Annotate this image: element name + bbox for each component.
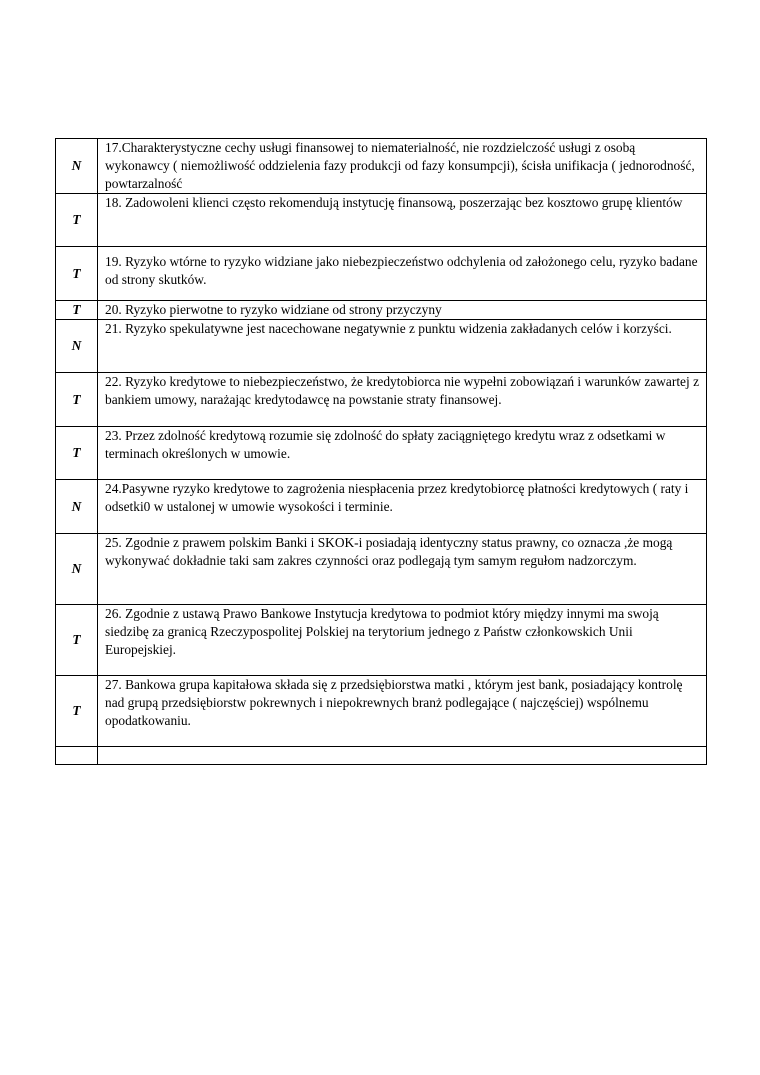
- answer-cell: T: [56, 301, 98, 320]
- statement-text: 17.Charakterystyczne cechy usługi finansowej to niematerialność, nie rozdzielczość usługi z osobą wykonawcy ( niemożliwość oddzielenia fazy produkcji od fazy konsumpcji), ścisła unifikacja ( jednorodność, powtarzalność: [105, 140, 695, 191]
- true-false-table: [55, 138, 707, 765]
- answer-cell: N: [56, 139, 98, 194]
- table-row: [56, 247, 707, 301]
- statement-text: 23. Przez zdolność kredytową rozumie się zdolność do spłaty zaciągniętego kredytu wraz z odsetkami w terminach określonych w umowie.: [105, 428, 666, 461]
- answer-cell: T: [56, 605, 98, 676]
- table-row: [56, 301, 707, 320]
- answer-cell: N: [56, 534, 98, 605]
- table-row: [56, 676, 707, 747]
- table-row: [56, 139, 707, 194]
- table-row: [56, 605, 707, 676]
- statement-text: 27. Bankowa grupa kapitałowa składa się z przedsiębiorstwa matki , którym jest bank, posiadający kontrolę nad grupą przedsiębiorstw pokrewnych i niepokrewnych branż podlegające ( najczęściej) wspólnemu opodatkowaniu.: [105, 677, 683, 728]
- statement-cell: [98, 605, 707, 676]
- answer-cell: T: [56, 247, 98, 301]
- statement-cell: [98, 480, 707, 534]
- statement-text: 20. Ryzyko pierwotne to ryzyko widziane od strony przyczyny: [105, 302, 442, 317]
- answer-cell: T: [56, 427, 98, 480]
- statement-cell: [98, 320, 707, 373]
- table-row: [56, 747, 707, 765]
- statement-text: 19. Ryzyko wtórne to ryzyko widziane jako niebezpieczeństwo odchylenia od założonego celu, ryzyko badane od strony skutków.: [105, 254, 698, 287]
- answer-cell: N: [56, 320, 98, 373]
- statement-cell: [98, 301, 707, 320]
- table-row: [56, 194, 707, 247]
- statement-text: 26. Zgodnie z ustawą Prawo Bankowe Instytucja kredytowa to podmiot który między innymi ma swoją siedzibę za granicą Rzeczypospolitej Polskiej na terytorium jednego z Państw członkowskich Unii Europejskiej.: [105, 606, 659, 657]
- statement-cell: [98, 427, 707, 480]
- table-row: [56, 373, 707, 427]
- statement-text: 21. Ryzyko spekulatywne jest nacechowane negatywnie z punktu widzenia zakładanych celów i korzyści.: [105, 321, 672, 336]
- statement-cell: [98, 676, 707, 747]
- statement-cell: [98, 747, 707, 765]
- statement-cell: [98, 247, 707, 301]
- answer-cell: N: [56, 480, 98, 534]
- statement-text: 24.Pasywne ryzyko kredytowe to zagrożenia niespłacenia przez kredytobiorcę płatności kredytowych ( raty i odsetki0 w ustalonej w umowie wysokości i terminie.: [105, 481, 689, 514]
- table-row: [56, 480, 707, 534]
- statement-cell: [98, 139, 707, 194]
- table-row: [56, 534, 707, 605]
- table-row: [56, 320, 707, 373]
- answer-cell: T: [56, 676, 98, 747]
- statement-cell: [98, 534, 707, 605]
- statement-cell: [98, 194, 707, 247]
- statement-text: 18. Zadowoleni klienci często rekomendują instytucję finansową, poszerzając bez kosztowo grupę klientów: [105, 195, 683, 210]
- statement-cell: [98, 373, 707, 427]
- statement-text: 22. Ryzyko kredytowe to niebezpieczeństwo, że kredytobiorca nie wypełni zobowiązań i warunków zawartej z bankiem umowy, narażając kredytodawcę na powstanie straty finansowej.: [105, 374, 700, 407]
- table-row: [56, 427, 707, 480]
- answer-cell: T: [56, 373, 98, 427]
- statement-text: 25. Zgodnie z prawem polskim Banki i SKOK-i posiadają identyczny status prawny, co oznacza ,że mogą wykonywać dokładnie taki sam zakres czynności oraz podlegają tym samym regułom nadzorczym.: [105, 535, 673, 568]
- answer-cell: T: [56, 194, 98, 247]
- answer-cell: [56, 747, 98, 765]
